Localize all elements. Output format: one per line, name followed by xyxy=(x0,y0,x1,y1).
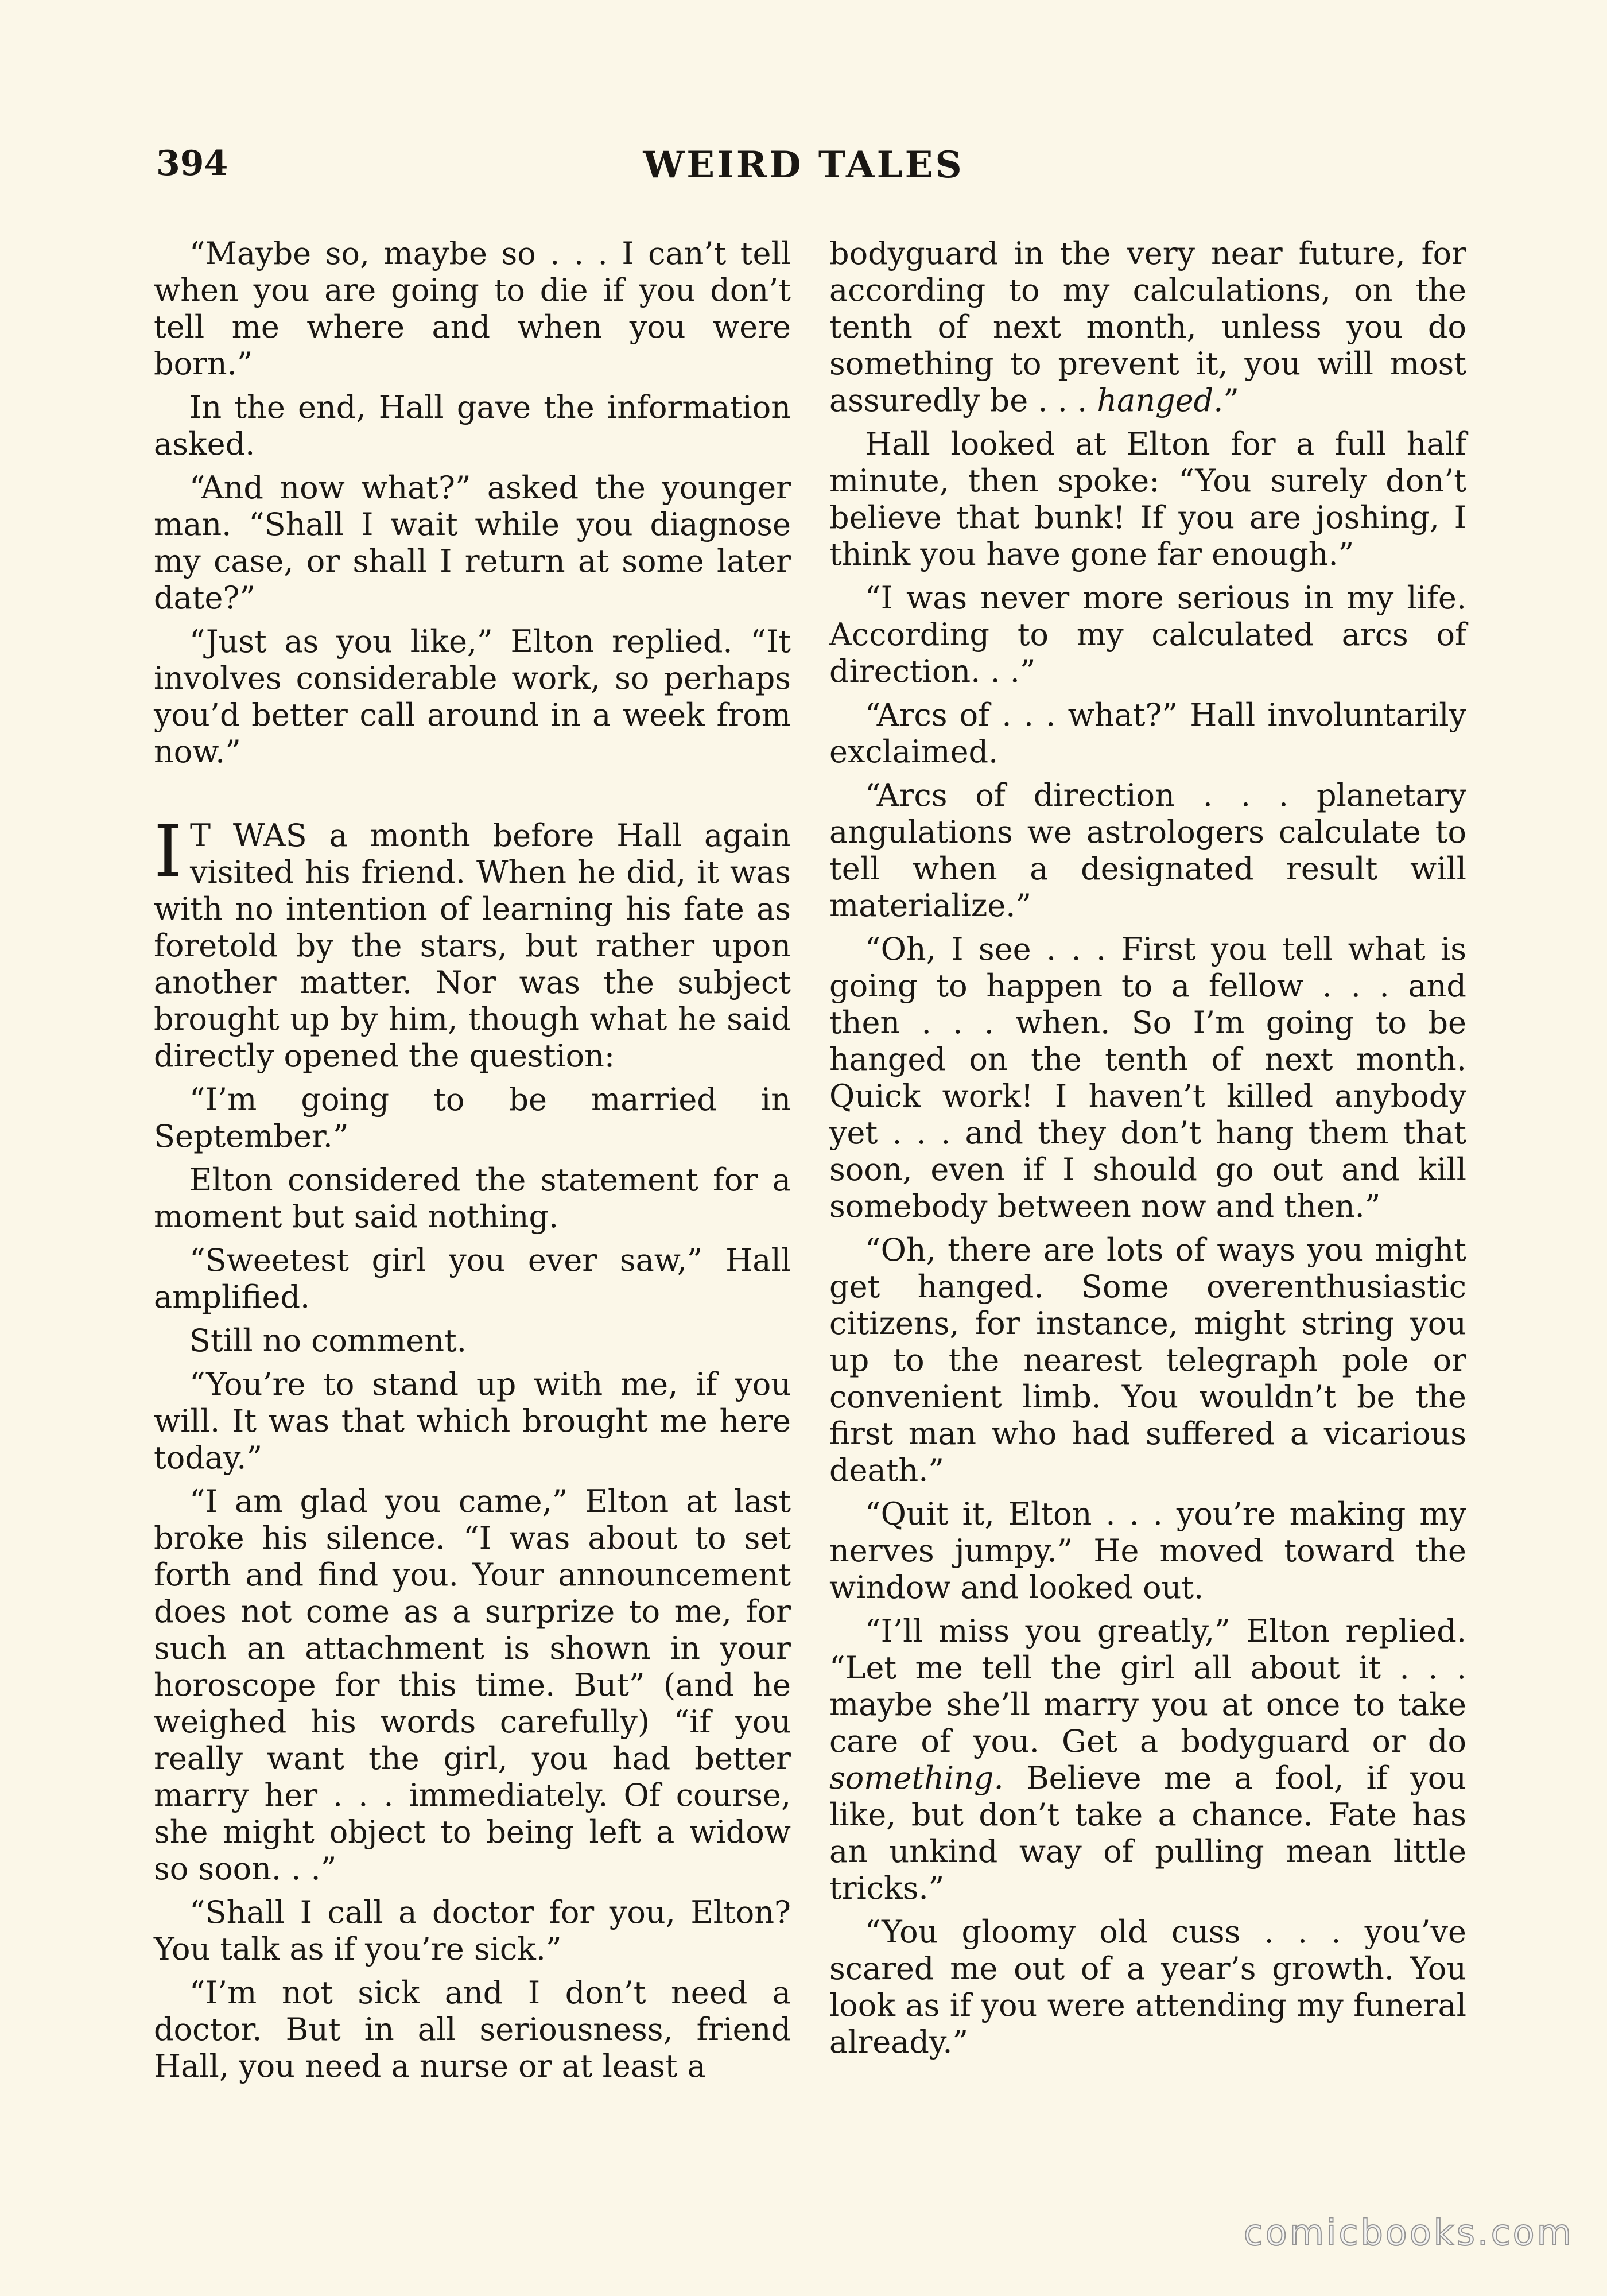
paragraph: “Sweetest girl you ever saw,” Hall amplified. xyxy=(154,1242,791,1315)
text-run: ” xyxy=(1223,382,1239,418)
left-column xyxy=(154,235,791,2092)
paragraph: “You gloomy old cuss . . . you’ve scared me out of a year’s growth. You look as if you were attending my funeral already.” xyxy=(829,1914,1466,2060)
paragraph: Elton considered the statement for a moment but said nothing. xyxy=(154,1162,791,1235)
paragraph: “I’m not sick and I don’t need a doctor. But in all seriousness, friend Hall, you need a nurse or at least a xyxy=(154,1975,791,2084)
paragraph: “Just as you like,” Elton replied. “It involves considerable work, so perhaps you’d better call around in a week from now.” xyxy=(154,623,791,770)
italic-text: hanged. xyxy=(1097,382,1224,418)
paragraph: “Maybe so, maybe so . . . I can’t tell when you are going to die if you don’t tell me where and when you were born.” xyxy=(154,235,791,382)
paragraph xyxy=(829,1613,1466,1907)
paragraph: “I am glad you came,” Elton at last broke his silence. “I was about to set forth and find you. Your announcement does not come as a surprize to me, for such an attachment is shown in your horoscope for this time. But” (and he weighed his words carefully) “if you really want the girl, you had better marry her . . . immediately. Of course, she might object to being left a widow so soon. . .” xyxy=(154,1483,791,1887)
paragraph: “You’re to stand up with me, if you will. It was that which brought me here today.” xyxy=(154,1366,791,1476)
text-run: Believe me a fool, if you like, but don’t take a chance. Fate has an unkind way of pulling mean little tricks.” xyxy=(829,1760,1466,1906)
watermark: comicbooks.com xyxy=(1243,2212,1574,2254)
paragraph: “Oh, I see . . . First you tell what is going to happen to a fellow . . . and then . . . when. So I’m going to be hanged on the tenth of next month. Quick work! I haven’t killed anybody yet . . . and they don’t hang them that soon, even if I should go out and kill somebody between now and then.” xyxy=(829,931,1466,1224)
paragraph: “Shall I call a doctor for you, Elton? You talk as if you’re sick.” xyxy=(154,1894,791,1967)
paragraph: Hall looked at Elton for a full half minute, then spoke: “You surely don’t believe that bunk! If you are joshing, I think you have gone far enough.” xyxy=(829,426,1466,572)
paragraph: “I’m going to be married in September.” xyxy=(154,1081,791,1154)
small-caps-lead: T WAS xyxy=(189,817,307,854)
text-run: “I’ll miss you greatly,” Elton replied. “Let me tell the girl all about it . . . maybe she’ll marry you at once to take care of you. Get a bodyguard or do xyxy=(829,1613,1466,1759)
paragraph: “Oh, there are lots of ways you might get hanged. Some overenthusiastic citizens, for instance, might string you up to the nearest telegraph pole or convenient limb. You wouldn’t be the first man who had suffered a vicarious death.” xyxy=(829,1232,1466,1488)
paragraph: “Arcs of direction . . . planetary angulations we astrologers calculate to tell when a designated result will materialize.” xyxy=(829,777,1466,924)
section-opening-paragraph xyxy=(154,810,791,1075)
paragraph: “And now what?” asked the younger man. “Shall I wait while you diagnose my case, or shall I return at some later date?” xyxy=(154,470,791,616)
drop-cap: I xyxy=(154,810,182,893)
paragraph: “Arcs of . . . what?” Hall involuntarily exclaimed. xyxy=(829,697,1466,770)
page-number: 394 xyxy=(156,144,228,184)
right-column xyxy=(829,235,1466,2068)
running-title: WEIRD TALES xyxy=(643,144,964,187)
section-opening-text: a month before Hall again visited his friend. When he did, it was with no intention of learning his fate as foretold by the stars, but rather upon another matter. Nor was the subject brought up by him, though what he said directly opened the question: xyxy=(154,817,791,1074)
paragraph: “I was never more serious in my life. According to my calculated arcs of direction. . .” xyxy=(829,580,1466,689)
paragraph: In the end, Hall gave the information asked. xyxy=(154,389,791,462)
paragraph: “Quit it, Elton . . . you’re making my nerves jumpy.” He moved toward the window and looked out. xyxy=(829,1496,1466,1605)
italic-text: something. xyxy=(829,1760,1004,1796)
paragraph: Still no comment. xyxy=(189,1322,467,1359)
paragraph-continued xyxy=(829,235,1466,419)
text-run: bodyguard in the very near future, for according to my calculations, on the tenth of next month, unless you do something to prevent it, you will most assuredly be . . . xyxy=(829,235,1466,418)
